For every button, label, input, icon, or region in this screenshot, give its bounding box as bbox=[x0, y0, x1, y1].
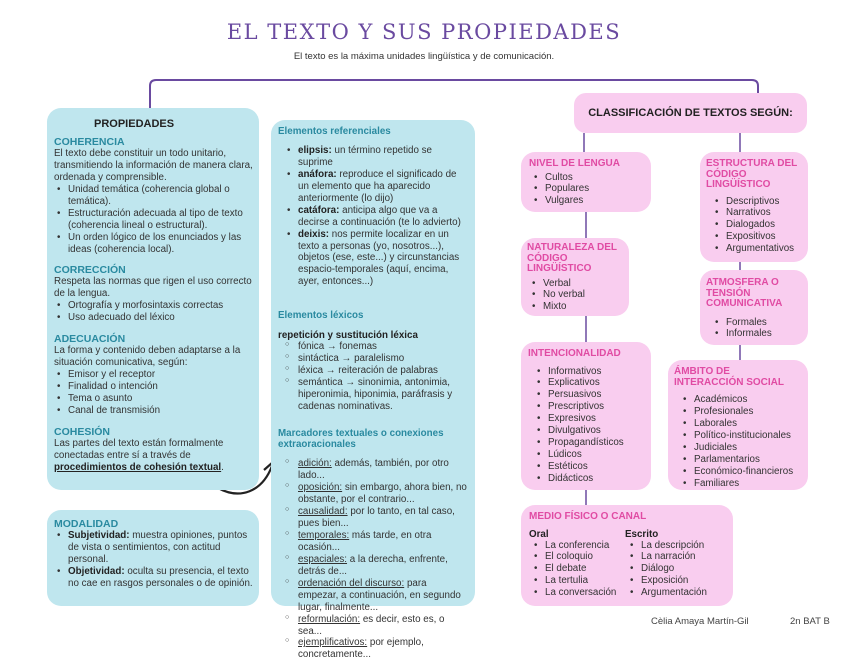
cohesion-text: Las partes del texto están formalmente conectadas entre sí a través de procedimientos de cohesión textual. bbox=[54, 437, 224, 473]
intencionalidad-box bbox=[521, 342, 651, 490]
correccion-intro: Respeta las normas que rigen el uso correcto de la lengua. bbox=[54, 276, 252, 300]
list-item: • Objetividad: oculta su presencia, el texto no cae en rasgos personales o de opinión. bbox=[54, 566, 253, 590]
list-item: • Descriptivos bbox=[712, 196, 802, 208]
lexicos-subheading: repetición y sustitución léxica bbox=[278, 330, 418, 342]
footer-author: Cèlia Amaya Martín-Gil bbox=[651, 616, 749, 627]
list-item: • El coloquio bbox=[531, 551, 625, 563]
list-item: • Familiares bbox=[680, 478, 802, 490]
escrito-heading: Escrito bbox=[625, 528, 659, 540]
list-item: • El debate bbox=[531, 563, 625, 575]
list-item: • La descripción bbox=[627, 540, 725, 552]
list-item: ○ ejemplificativos: por ejemplo, concretamente... bbox=[284, 637, 469, 661]
estructura-box bbox=[700, 152, 808, 262]
list-item: • Exposición bbox=[627, 575, 725, 587]
list-item: • Estructuración adecuada al tipo de texto (coherencia lineal o estructural). bbox=[54, 208, 253, 232]
intencionalidad-list bbox=[534, 366, 645, 485]
correccion-heading: CORRECCIÓN bbox=[54, 264, 126, 277]
medio-columns bbox=[529, 529, 726, 600]
modalidad-box bbox=[47, 510, 259, 606]
list-item: • Argumentación bbox=[627, 587, 725, 599]
atmosfera-box bbox=[700, 270, 808, 345]
clasificacion-header bbox=[574, 93, 807, 133]
list-item: • Judiciales bbox=[680, 442, 802, 454]
list-item: • Emisor y el receptor bbox=[54, 369, 253, 381]
list-item: • Unidad temática (coherencia global o temática). bbox=[54, 184, 253, 208]
list-item: • Cultos bbox=[531, 172, 643, 184]
list-item: • Persuasivos bbox=[534, 389, 645, 401]
list-item: • Lúdicos bbox=[534, 449, 645, 461]
list-item: ○ temporales: más tarde, en otra ocasión... bbox=[284, 530, 469, 554]
intencionalidad-heading: INTENCIONALIDAD bbox=[528, 348, 621, 359]
list-item: • Propagandísticos bbox=[534, 437, 645, 449]
naturaleza-heading: NATURALEZA DEL CÓDIGO LINGÜÍSTICO bbox=[527, 242, 617, 274]
list-item: • Informales bbox=[712, 328, 802, 340]
list-item: • Argumentativos bbox=[712, 243, 802, 255]
list-item: • anáfora: reproduce el significado de un elemento que ha aparecido anteriormente (lo dijo) bbox=[284, 169, 469, 205]
atmosfera-list bbox=[712, 317, 802, 341]
list-item: • Informativos bbox=[534, 366, 645, 378]
lexicos-list bbox=[284, 341, 469, 413]
estructura-heading: ESTRUCTURA DEL CÓDIGO LINGÜÍSTICO bbox=[706, 158, 798, 190]
cohesion-procedures-box bbox=[271, 120, 475, 661]
referenciales-heading: Elementos referenciales bbox=[278, 126, 391, 137]
clasificacion-heading: CLASSIFICACIÓN DE TEXTOS SEGÚN: bbox=[588, 107, 793, 119]
list-item: ○ semántica → sinonimia, antonimia, hiperonimia, hiponimia, paráfrasis y cadenas nominativas. bbox=[284, 377, 469, 413]
list-item: • La tertulia bbox=[531, 575, 625, 587]
ambito-heading: ÁMBITO DE INTERACCIÓN SOCIAL bbox=[674, 366, 784, 388]
adecuacion-intro: La forma y contenido deben adaptarse a la situación comunicativa, según: bbox=[54, 345, 241, 369]
list-item: ○ fónica → fonemas bbox=[284, 341, 469, 353]
propiedades-box bbox=[47, 108, 259, 490]
referenciales-list bbox=[284, 145, 469, 288]
cohesion-link: procedimientos de cohesión textual bbox=[54, 461, 222, 473]
list-item: • Formales bbox=[712, 317, 802, 329]
ambito-box bbox=[668, 360, 808, 490]
list-item: • Expositivos bbox=[712, 231, 802, 243]
coherencia-intro: El texto debe constituir un todo unitario, transmitiendo la información de manera clara, ordenada y comprensible. bbox=[54, 148, 253, 183]
list-item: ○ léxica → reiteración de palabras bbox=[284, 365, 469, 377]
list-item: • elipsis: un término repetido se suprime bbox=[284, 145, 469, 169]
oral-column bbox=[529, 529, 625, 600]
adecuacion-heading: ADECUACIÓN bbox=[54, 333, 126, 346]
list-item: • Político-institucionales bbox=[680, 430, 802, 442]
list-item: • Laborales bbox=[680, 418, 802, 430]
oral-heading: Oral bbox=[529, 528, 549, 540]
list-item: ○ reformulación: es decir, esto es, o sea... bbox=[284, 614, 469, 638]
modalidad-heading: MODALIDAD bbox=[54, 518, 119, 530]
list-item: ○ causalidad: por lo tanto, en tal caso, pues bien... bbox=[284, 506, 469, 530]
list-item: • Verbal bbox=[529, 278, 623, 290]
list-item: • Económico-financieros bbox=[680, 466, 802, 478]
list-item: • Dialogados bbox=[712, 219, 802, 231]
estructura-list bbox=[712, 196, 802, 256]
ambito-list bbox=[680, 394, 802, 490]
list-item: ○ espaciales: a la derecha, enfrente, detrás de... bbox=[284, 554, 469, 578]
list-item: • Profesionales bbox=[680, 406, 802, 418]
list-item: • La narración bbox=[627, 551, 725, 563]
list-item: • catáfora: anticipa algo que va a decirse a continuación (te lo advierto) bbox=[284, 205, 469, 229]
list-item: • Tema o asunto bbox=[54, 393, 253, 405]
list-item: • Didácticos bbox=[534, 473, 645, 485]
medio-box bbox=[521, 505, 733, 606]
list-item: • Explicativos bbox=[534, 377, 645, 389]
list-item: • Uso adecuado del léxico bbox=[54, 312, 253, 324]
coherencia-list bbox=[54, 184, 253, 256]
marcadores-list bbox=[284, 458, 469, 661]
escrito-column bbox=[625, 529, 725, 600]
cohesion-intro: Las partes del texto están formalmente conectadas entre sí a través de bbox=[54, 437, 224, 461]
list-item: • Finalidad o intención bbox=[54, 381, 253, 393]
list-item: • Estéticos bbox=[534, 461, 645, 473]
lexicos-heading: Elementos léxicos bbox=[278, 310, 364, 322]
list-item: ○ sintáctica → paralelismo bbox=[284, 353, 469, 365]
cohesion-heading: COHESIÓN bbox=[54, 425, 111, 438]
list-item: • Un orden lógico de los enunciados y las ideas (coherencia local). bbox=[54, 232, 253, 256]
naturaleza-list bbox=[529, 278, 623, 314]
list-item: • Prescriptivos bbox=[534, 401, 645, 413]
list-item: • Divulgativos bbox=[534, 425, 645, 437]
oral-list bbox=[531, 540, 625, 600]
list-item: • La conferencia bbox=[531, 540, 625, 552]
page-subtitle: El texto es la máxima unidades lingüística y de comunicación. bbox=[293, 51, 555, 62]
list-item: • Diálogo bbox=[627, 563, 725, 575]
list-item: ○ ordenación del discurso: para empezar, a continuación, en segundo lugar, finalmente... bbox=[284, 578, 469, 614]
list-item: • Expresivos bbox=[534, 413, 645, 425]
footer-course: 2n BAT B bbox=[790, 616, 830, 627]
list-item: • La conversación bbox=[531, 587, 625, 599]
list-item: • No verbal bbox=[529, 289, 623, 301]
naturaleza-box bbox=[521, 238, 629, 316]
modalidad-list bbox=[54, 530, 253, 590]
nivel-list bbox=[531, 172, 643, 208]
list-item: ○ oposición: sin embargo, ahora bien, no obstante, por el contrario... bbox=[284, 482, 469, 506]
coherencia-heading: COHERENCIA bbox=[54, 136, 125, 148]
list-item: • Narrativos bbox=[712, 207, 802, 219]
propiedades-heading: PROPIEDADES bbox=[94, 118, 175, 130]
list-item: • Subjetividad: muestra opiniones, puntos de vista o sentimientos, con actitud personal. bbox=[54, 530, 253, 566]
adecuacion-list bbox=[54, 369, 253, 417]
list-item: ○ adición: además, también, por otro lado... bbox=[284, 458, 469, 482]
nivel-heading: NIVEL DE LENGUA bbox=[529, 158, 620, 169]
list-item: • Vulgares bbox=[531, 195, 643, 207]
page-title: EL TEXTO Y SUS PROPIEDADES bbox=[226, 20, 622, 44]
list-item: • Parlamentarios bbox=[680, 454, 802, 466]
list-item: • Populares bbox=[531, 183, 643, 195]
escrito-list bbox=[627, 540, 725, 600]
list-item: • Académicos bbox=[680, 394, 802, 406]
list-item: • deixis: nos permite localizar en un texto a personas (yo, nosotros...), objetos (ese, este...) y circunstancias espacio-temporales (aquí, encima, ayer, entonces...) bbox=[284, 229, 469, 289]
medio-heading: MEDIO FÍSICO O CANAL bbox=[529, 511, 647, 522]
nivel-box bbox=[521, 152, 651, 212]
atmosfera-heading: ATMOSFERA O TENSIÓN COMUNICATIVA bbox=[706, 277, 783, 309]
marcadores-heading: Marcadores textuales o conexiones extraoracionales bbox=[278, 427, 444, 450]
list-item: • Mixto bbox=[529, 301, 623, 313]
list-item: • Ortografía y morfosintaxis correctas bbox=[54, 300, 253, 312]
correccion-list bbox=[54, 300, 253, 324]
list-item: • Canal de transmisión bbox=[54, 405, 253, 417]
